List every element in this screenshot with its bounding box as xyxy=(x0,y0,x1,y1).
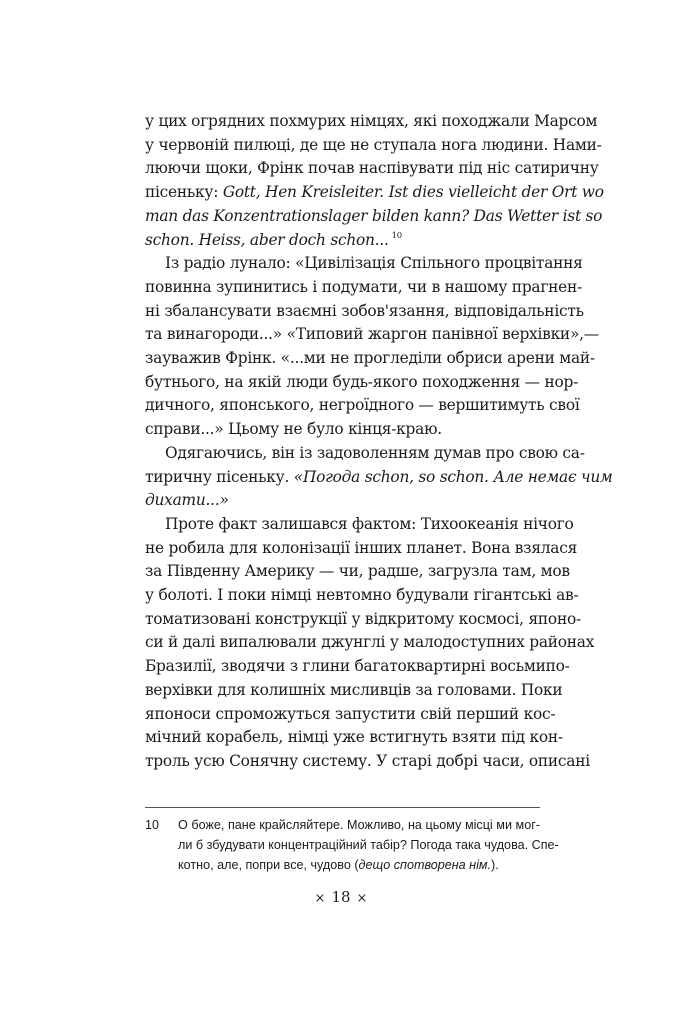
footnote-body xyxy=(178,815,559,876)
footnote-reference: 10 xyxy=(391,230,402,241)
text-line: не робила для колонізації інших планет. Вона взялася xyxy=(145,538,578,557)
text-line: Проте факт залишався фактом: Тихоокеанія нічого xyxy=(165,514,574,533)
footnote-line: О боже, пане крайсляйтере. Можливо, на цьому місці ми мог- xyxy=(178,818,540,832)
translator-note: дещо спотворена нім. xyxy=(358,858,492,873)
footnote-line: ли б збудувати концентраційний табір? Погода така чудова. Спе- xyxy=(178,838,559,853)
german-song-line: man das Konzentrationslager bilden kann? Das Wetter ist so xyxy=(145,206,603,225)
text-line xyxy=(145,466,613,490)
text-line: си й далі випалювали джунглі у малодоступних районах xyxy=(145,633,595,652)
page-number xyxy=(0,888,682,906)
footnote xyxy=(145,815,559,876)
text-fragment: тиричну пісеньку. xyxy=(145,467,294,486)
text-line: зауважив Фрінк. «...ми не прогледіли обриси арени май- xyxy=(145,349,595,368)
song-line: дихати...» xyxy=(145,491,229,510)
text-line: бутнього, на якій люди будь-якого походження — нор- xyxy=(145,372,579,391)
text-line: Бразилії, зводячи з глини багатоквартирні восьмипо- xyxy=(145,657,570,676)
text-line xyxy=(145,229,540,253)
text-line: японоси спроможуться запустити свій перший кос- xyxy=(145,704,556,723)
text-line: Одягаючись, він із задоволенням думав про свою са- xyxy=(165,443,585,462)
text-line: справи...» Цьому не було кінця-краю. xyxy=(145,420,442,439)
main-text xyxy=(145,110,613,774)
text-line: Із радіо лунало: «Цивілізація Спільного процвітання xyxy=(165,254,583,273)
ornament-left: × xyxy=(314,891,326,906)
text-line: томатизовані конструкції у відкритому космосі, японо- xyxy=(145,609,581,628)
text-line: у болоті. І поки німці невтомно будували гігантські ав- xyxy=(145,586,579,605)
song-fragment: «Погода schon, so schon. Але немає чим xyxy=(293,467,613,486)
text-line: люючи щоки, Фрінк почав наспівувати під ніс сатиричну xyxy=(145,159,599,178)
text-line: дичного, японського, негроїдного — вершитимуть свої xyxy=(145,396,580,415)
text-line: та винагороди...» «Типовий жаргон панівної верхівки»,— xyxy=(145,325,599,344)
text-fragment: пісеньку: xyxy=(145,183,223,202)
text-line: ні збалансувати взаємні зобов'язання, відповідальність xyxy=(145,301,584,320)
ornament-right: × xyxy=(356,891,368,906)
text-line: повинна зупинитись і подумати, чи в нашому прагнен- xyxy=(145,277,582,296)
footnote-line xyxy=(178,855,540,875)
footnote-divider xyxy=(145,807,540,808)
text-line: мічний корабель, німці уже встигнуть взяти під кон- xyxy=(145,728,563,747)
text-line xyxy=(145,181,604,205)
text-line: троль усю Сонячну систему. У старі добрі часи, описані xyxy=(145,751,590,770)
german-song-line: schon. Heiss, aber doch schon... xyxy=(145,230,389,249)
text-line: верхівки для колишніх мисливців за головами. Поки xyxy=(145,680,563,699)
text-line: у червоній пилюці, де ще не ступала нога людини. Нами- xyxy=(145,135,602,154)
page-number-value: 18 xyxy=(331,888,351,906)
footnote-fragment: котно, але, попри все, чудово ( xyxy=(178,858,359,873)
footnote-fragment: ). xyxy=(491,858,499,873)
text-line: у цих огрядних похмурих німцях, які походжали Марсом xyxy=(145,112,598,130)
german-song-fragment: Gott, Hen Kreisleiter. Ist dies vielleicht der Ort wo xyxy=(222,183,604,202)
footnote-number: 10 xyxy=(145,818,160,832)
text-line: за Південну Америку — чи, радше, загрузла там, мов xyxy=(145,562,570,581)
